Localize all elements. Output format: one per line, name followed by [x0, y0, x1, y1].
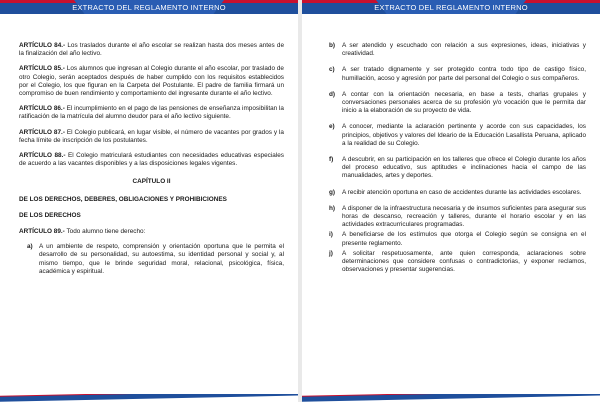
article-84: ARTÍCULO 84.- Los traslados durante el año escolar se realizan hasta dos meses antes de la finalización del año lectivo.: [19, 42, 284, 58]
footer-blue-stripe: [0, 394, 298, 402]
right-page: [302, 0, 600, 402]
chapter-title: DE LOS DERECHOS, DEBERES, OBLIGACIONES Y PROHIBICIONES: [19, 195, 227, 203]
list-item-text: A conocer, mediante la aclaración pertinente y acorde con sus capacidades, los principios, objetivos y valores del Ideario de la Educación Lasallista Peruana, aplicado a la realidad de su Colegio.: [342, 123, 586, 147]
list-item-e: [329, 123, 586, 148]
list-item-i: [329, 231, 586, 247]
list-item-label: a): [27, 243, 33, 251]
list-item-text: A contar con la orientación necesaria, en base a tests, charlas grupales y conversaciones personales acerca de su profesión y/o vocación que le permita dar inicio a la elaboración de su proyecto de vida.: [342, 90, 586, 115]
list-item-c: [329, 66, 586, 82]
header-banner: [302, 0, 600, 14]
list-item-d: [329, 91, 586, 116]
list-item-label: e): [329, 123, 335, 131]
section-title: DE LOS DERECHOS: [19, 211, 81, 219]
list-item-label: c): [329, 66, 335, 74]
list-item-h: [329, 205, 586, 230]
article-86: ARTÍCULO 86.- El incumplimiento en el pago de las pensiones de enseñanza imposibilitan la ratificación de la matrícula del alumno deudor para el año lectivo siguiente.: [19, 105, 284, 121]
left-page: [0, 0, 298, 402]
list-item-text: A ser atendido y escuchado con relación a sus expresiones, ideas, iniciativas y creatividad.: [342, 42, 586, 58]
list-item-j: [329, 250, 586, 275]
list-item-text: A disponer de la infraestructura necesaria y de insumos suficientes para asegurar sus horas de descanso, recreación y talleres, durante el horario escolar y en las actividades extracurriculares programadas.: [342, 204, 586, 229]
list-item-text: A beneficiarse de los estímulos que otorga el Colegio según se consigna en el presente reglamento.: [342, 231, 586, 247]
chapter-label: CAPÍTULO II: [132, 178, 171, 186]
article-89: ARTÍCULO 89.- Todo alumno tiene derecho:: [19, 228, 146, 236]
left-content: [19, 42, 284, 283]
footer-band: [302, 394, 600, 402]
list-item-text: A descubrir, en su participación en los talleres que ofrece el Colegio durante los años del proceso educativo, sus aptitudes e inclinaciones hacia el campo de las manualidades, artes y deportes.: [342, 156, 586, 180]
list-item-text: A un ambiente de respeto, comprensión y orientación oportuna que le permita el desarrollo de su personalidad, su autoestima, su identidad personal y social y, al mismo tiempo, que le brinde seguridad moral, relacional, psicológica, física, académica y espiritual.: [39, 243, 284, 275]
list-item-label: j): [329, 249, 333, 257]
footer-blue-stripe: [302, 394, 600, 402]
right-content: [329, 42, 586, 282]
list-item-a: [19, 243, 284, 276]
list-item-label: f): [329, 156, 334, 164]
list-item-text: A solicitar respetuosamente, ante quien corresponda, aclaraciones sobre determinaciones que considere confusas o contradictorias, y exponer reclamos, observaciones y presentar sugerencias.: [342, 249, 586, 274]
list-item-label: d): [329, 90, 336, 98]
footer-band: [0, 394, 298, 402]
list-item-b: [329, 42, 586, 58]
article-85: ARTÍCULO 85.- Los alumnos que ingresan al Colegio durante el año escolar, por traslado de otro Colegio, serán aceptados después de haber cumplido con los requisitos establecidos por el Colegio, los que figuran en la Carpeta del Postulante. El padre de familia firmará un compromiso de buen rendimiento y comportamiento del ingresante durante el año lectivo.: [19, 65, 284, 98]
article-87: ARTÍCULO 87.- El Colegio publicará, en lugar visible, el número de vacantes por grados y la fecha límite de inscripción de los postulantes.: [19, 128, 284, 144]
header-banner: [0, 0, 298, 14]
header-title: EXTRACTO DEL REGLAMENTO INTERNO: [72, 3, 226, 12]
header-title: EXTRACTO DEL REGLAMENTO INTERNO: [374, 3, 528, 12]
list-item-text: A recibir atención oportuna en caso de accidentes durante las actividades escolares.: [342, 188, 582, 196]
list-item-label: h): [329, 204, 336, 212]
list-item-label: i): [329, 231, 333, 239]
list-item-text: A ser tratado dignamente y ser protegido contra todo tipo de castigo físico, humillación, acoso y agresión por parte del personal del Colegio o sus compañeros.: [342, 66, 586, 82]
article-88: ARTÍCULO 88.- El Colegio matriculará estudiantes con necesidades educativas especiales de acuerdo a las vacantes disponibles y a las disposiciones legales vigentes.: [19, 152, 284, 168]
list-item-g: [329, 189, 586, 197]
list-item-label: b): [329, 42, 336, 49]
list-item-label: g): [329, 188, 336, 196]
list-item-f: [329, 156, 586, 181]
